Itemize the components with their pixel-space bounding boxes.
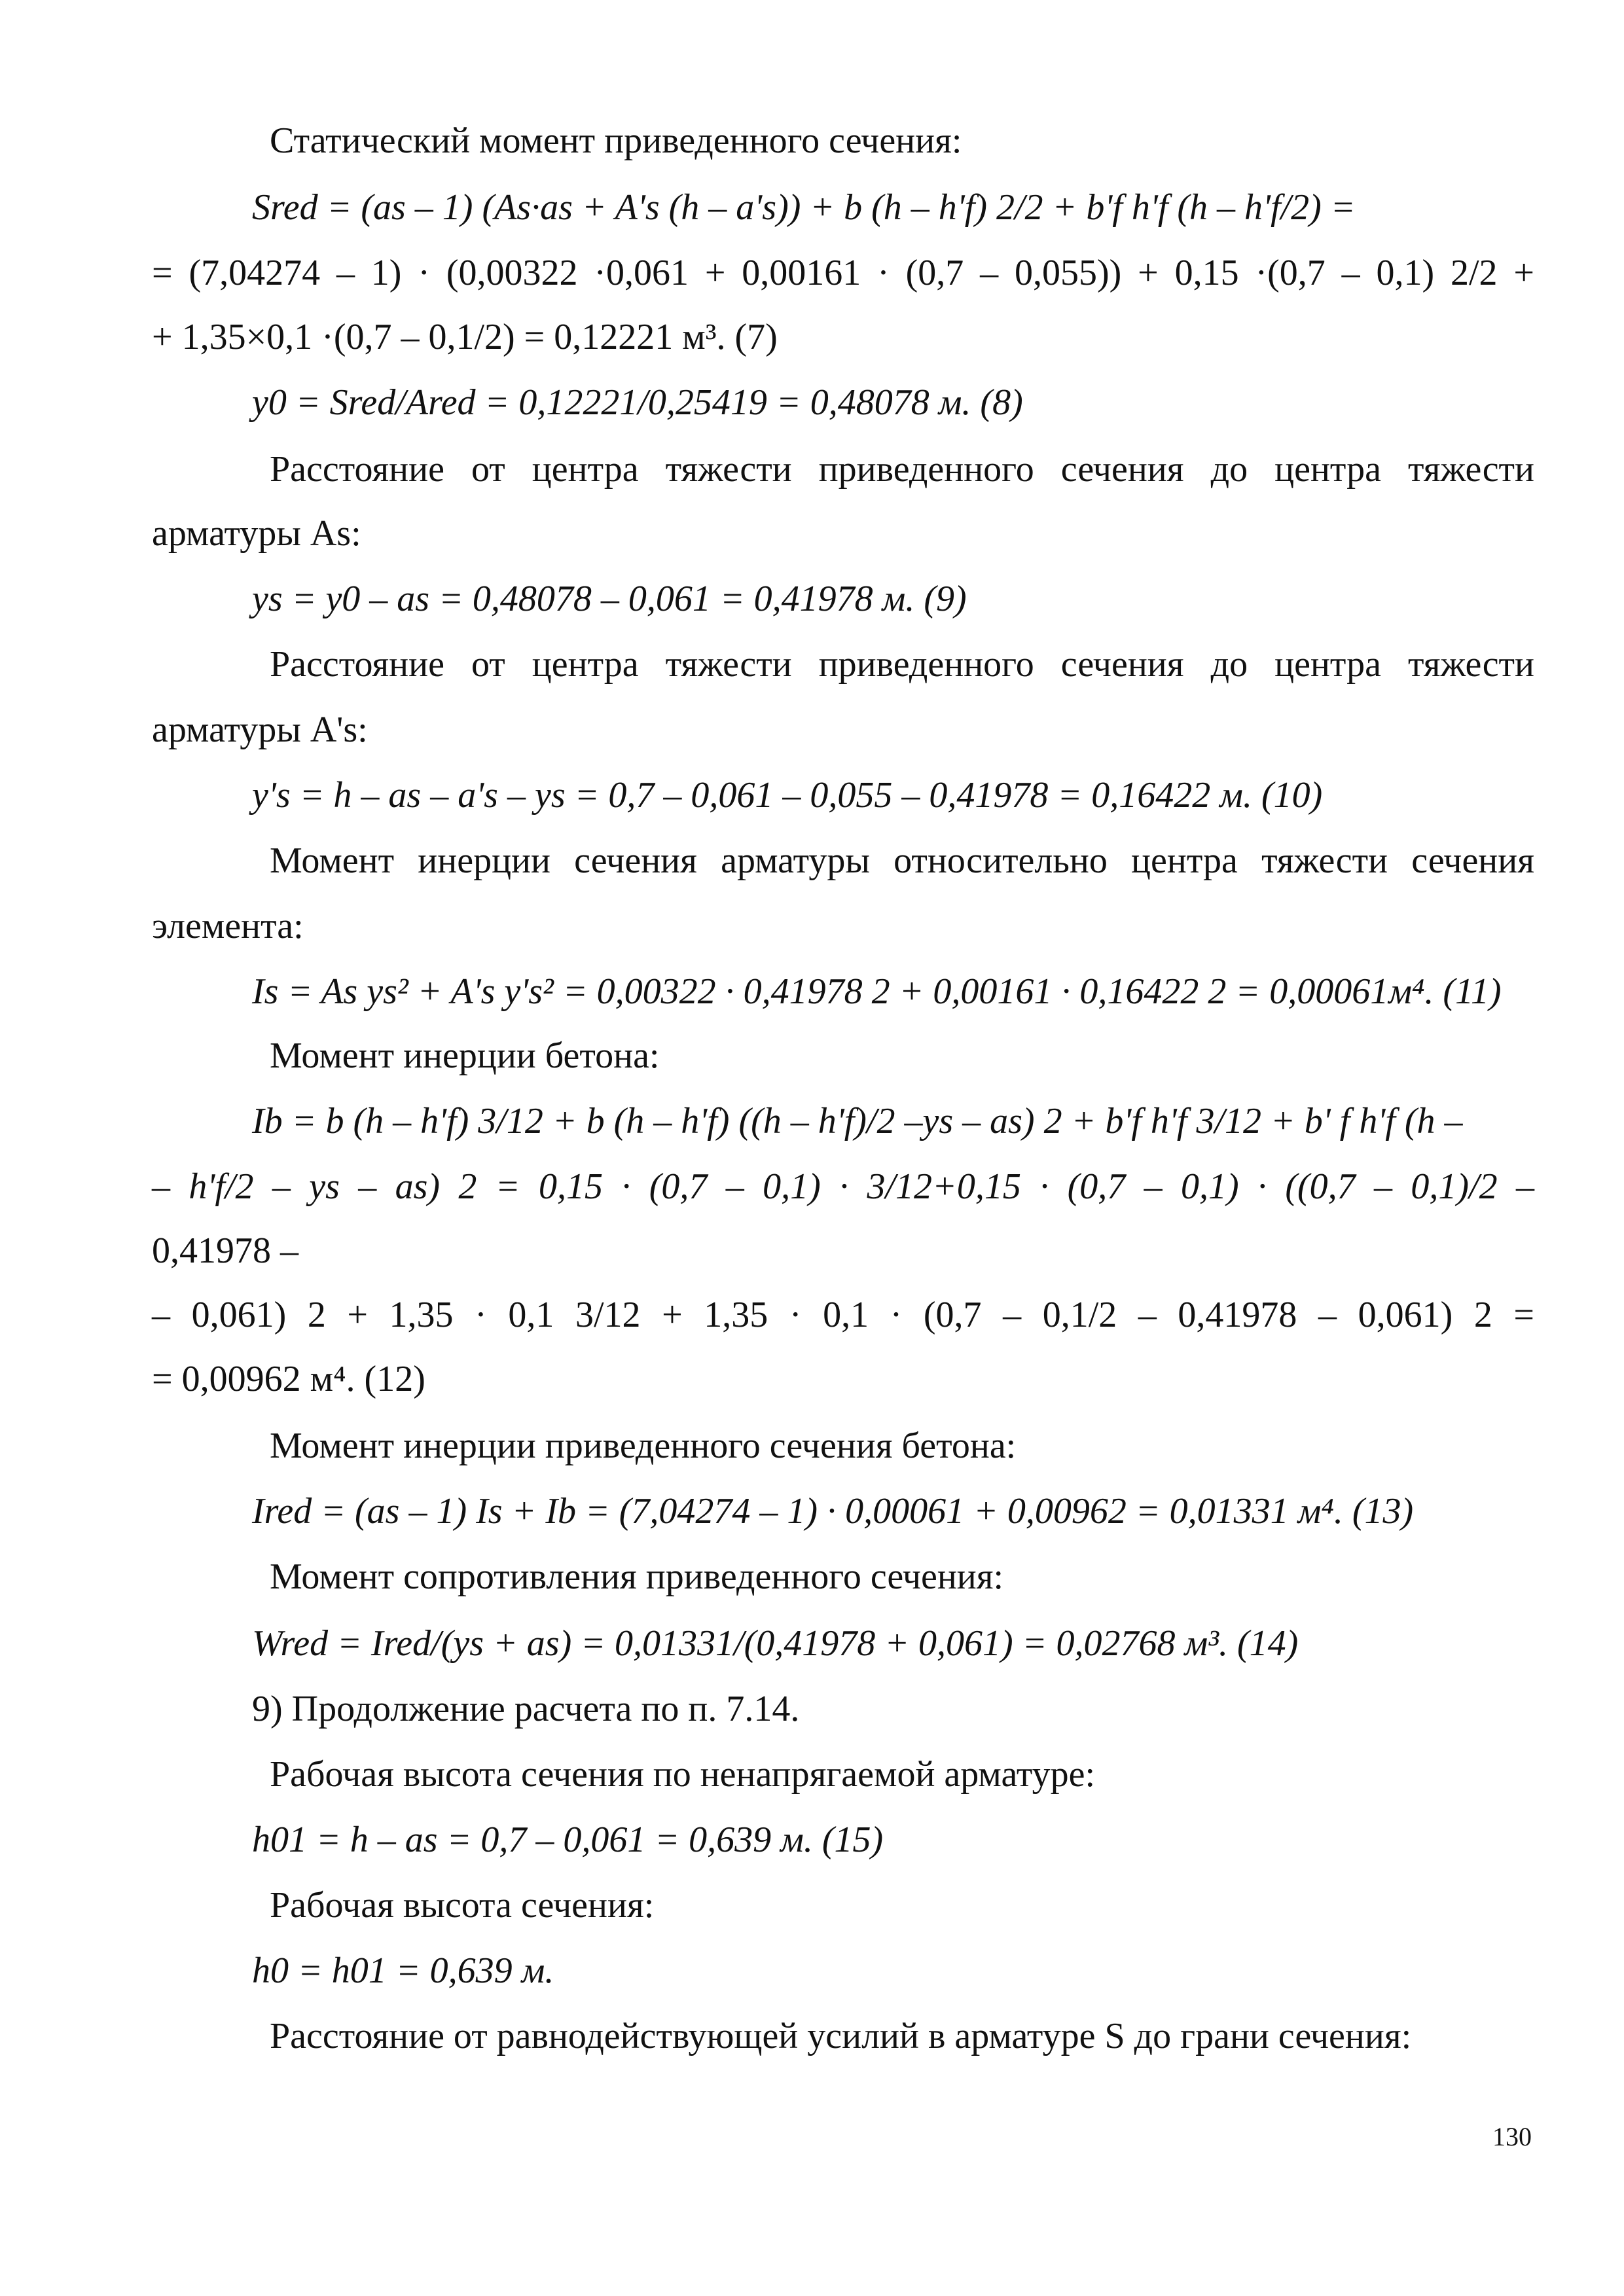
text-line: Момент сопротивления приведенного сечения: bbox=[270, 1556, 1004, 1597]
text-line: Статический момент приведенного сечения: bbox=[270, 120, 962, 161]
text-line: Расстояние от центра тяжести приведенного сечения до центра тяжести bbox=[270, 449, 1534, 490]
formula-line: h01 = h – as = 0,7 – 0,061 = 0,639 м. (15) bbox=[252, 1820, 884, 1860]
text-line: 9) Продолжение расчета по п. 7.14. bbox=[252, 1689, 800, 1729]
text-line: Расстояние от равнодействующей усилий в арматуре S до грани сечения: bbox=[270, 2016, 1412, 2056]
formula-line: – 0,061) 2 + 1,35 · 0,1 3/12 + 1,35 · 0,1 · (0,7 – 0,1/2 – 0,41978 – 0,061) 2 = bbox=[152, 1295, 1534, 1335]
formula-line: y's = h – as – a's – ys = 0,7 – 0,061 – 0,055 – 0,41978 = 0,16422 м. (10) bbox=[252, 775, 1323, 816]
text-line: Момент инерции приведенного сечения бетона: bbox=[270, 1426, 1017, 1466]
formula-line: Ired = (as – 1) Is + Ib = (7,04274 – 1) · 0,00061 + 0,00962 = 0,01331 м⁴. (13) bbox=[252, 1491, 1414, 1532]
text-line: Момент инерции сечения арматуры относительно центра тяжести сечения bbox=[270, 840, 1534, 881]
formula-line: Sred = (as – 1) (As·as + A's (h – a's)) + b (h – h'f) 2/2 + b'f h'f (h – h'f/2) = bbox=[252, 187, 1356, 228]
text-line: арматуры A's: bbox=[152, 709, 368, 750]
formula-line: Is = As ys² + A's y's² = 0,00322 · 0,41978 2 + 0,00161 · 0,16422 2 = 0,00061м⁴. (11) bbox=[252, 971, 1502, 1012]
text-line: элемента: bbox=[152, 906, 304, 946]
text-line: Рабочая высота сечения: bbox=[270, 1885, 655, 1926]
text-line: Рабочая высота сечения по ненапрягаемой арматуре: bbox=[270, 1754, 1096, 1795]
text-line: Расстояние от центра тяжести приведенного сечения до центра тяжести bbox=[270, 644, 1534, 685]
formula-line: Ib = b (h – h'f) 3/12 + b (h – h'f) ((h – h'f)/2 –ys – as) 2 + b'f h'f 3/12 + b' f h'f (h – bbox=[252, 1101, 1463, 1141]
page-number: 130 bbox=[1492, 2122, 1532, 2151]
formula-line: h0 = h01 = 0,639 м. bbox=[252, 1950, 554, 1991]
formula-line: – h'f/2 – ys – as) 2 = 0,15 · (0,7 – 0,1) · 3/12+0,15 · (0,7 – 0,1) · ((0,7 – 0,1)/2 – bbox=[152, 1166, 1534, 1207]
formula-line: ys = y0 – as = 0,48078 – 0,061 = 0,41978 м. (9) bbox=[252, 579, 967, 619]
formula-line: 0,41978 – bbox=[152, 1230, 298, 1271]
formula-line: y0 = Sred/Ared = 0,12221/0,25419 = 0,48078 м. (8) bbox=[252, 382, 1023, 423]
formula-line: Wred = Ired/(ys + as) = 0,01331/(0,41978 + 0,061) = 0,02768 м³. (14) bbox=[252, 1623, 1299, 1664]
formula-line: + 1,35×0,1 ·(0,7 – 0,1/2) = 0,12221 м³. (7) bbox=[152, 317, 778, 357]
text-line: Момент инерции бетона: bbox=[270, 1035, 660, 1076]
formula-line: = (7,04274 – 1) · (0,00322 ·0,061 + 0,00161 · (0,7 – 0,055)) + 0,15 ·(0,7 – 0,1) 2/2 + bbox=[152, 253, 1534, 293]
text-line: арматуры As: bbox=[152, 513, 361, 554]
formula-line: = 0,00962 м⁴. (12) bbox=[152, 1359, 425, 1399]
